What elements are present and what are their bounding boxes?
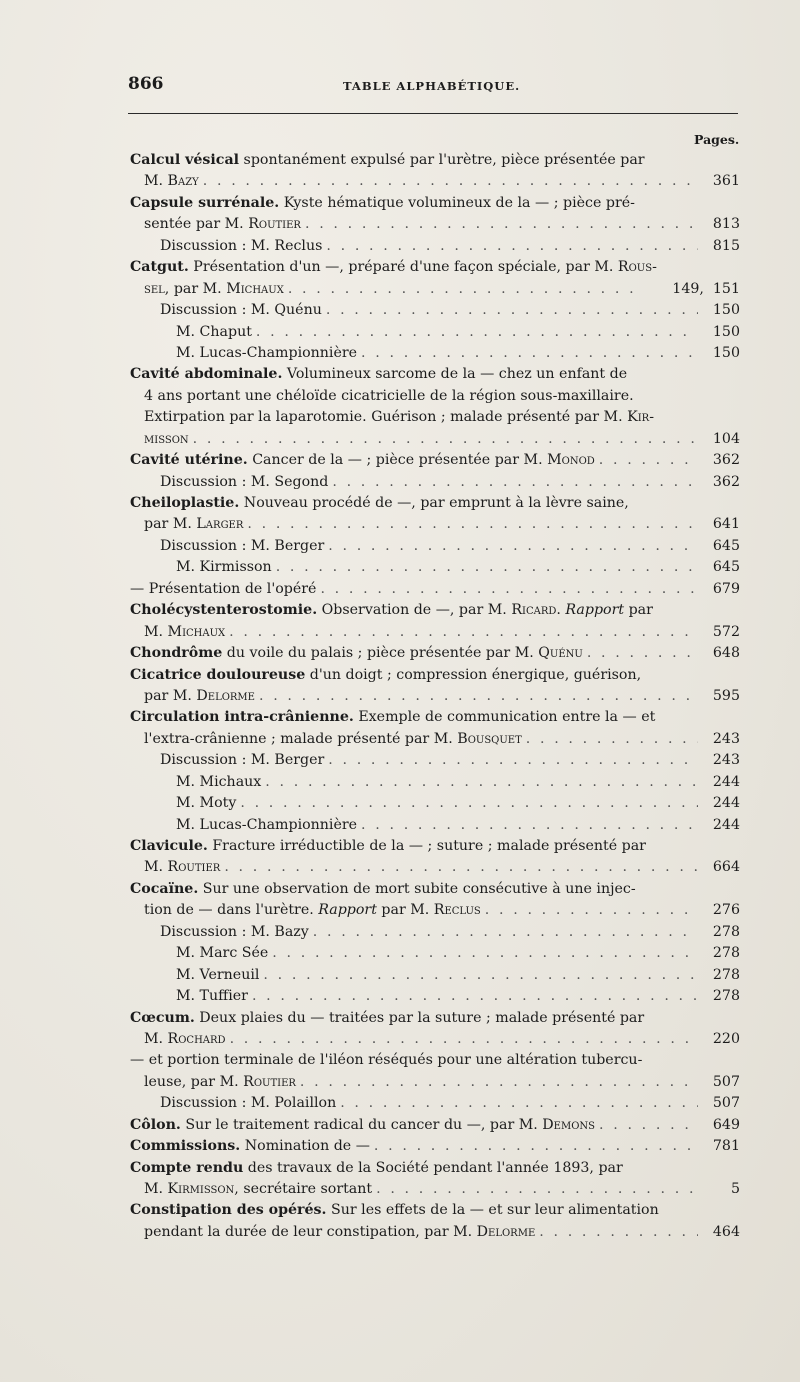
dot-leader (247, 514, 698, 535)
page-reference: 362 (712, 452, 740, 469)
index-entry-line (130, 1029, 740, 1050)
page-reference: 150 (712, 344, 740, 361)
entry-text (144, 1179, 372, 1200)
page-reference: 243 (712, 730, 740, 747)
author-name: Michaux (226, 280, 284, 297)
index-entry-line (130, 1115, 740, 1136)
index-entry-line (130, 1050, 740, 1071)
entry-heading: Côlon. (130, 1116, 181, 1133)
dot-leader (599, 1115, 698, 1136)
author-name: Quénu (538, 645, 583, 662)
index-entry-line (130, 622, 740, 643)
index-entry-line (130, 300, 740, 321)
page-reference: 278 (712, 923, 740, 940)
page-reference: 781 (712, 1138, 740, 1155)
entry-fragment: M. (144, 859, 168, 876)
page-reference: 243 (712, 752, 740, 769)
page-reference: 244 (712, 773, 740, 790)
author-name: Routier (248, 216, 301, 233)
entry-fragment: M. Lucas-Championnière (176, 344, 358, 361)
index-entry-line (130, 1158, 740, 1179)
dot-leader (259, 686, 698, 707)
page-reference: 278 (712, 988, 740, 1005)
entry-text (176, 986, 248, 1007)
entry-text (130, 1136, 370, 1157)
entry-fragment: M. Chaput (176, 323, 252, 340)
dot-leader (361, 815, 698, 836)
index-entry-line (130, 707, 740, 728)
dot-leader (229, 622, 698, 643)
entry-text (130, 579, 316, 600)
entry-fragment: d'un doigt ; compression énergique, guérison, (305, 666, 642, 683)
dot-leader (263, 965, 698, 986)
entry-fragment: par M. (144, 516, 197, 533)
entry-text (160, 300, 322, 321)
entry-text (130, 257, 657, 278)
entry-fragment: Discussion : M. Segond (160, 473, 329, 490)
dot-leader (203, 171, 698, 192)
entry-fragment: Exemple de communication entre la — et (353, 709, 656, 726)
entry-fragment: Deux plaies du — traitées par la suture ; malade présenté par (194, 1009, 645, 1026)
page-reference: 150 (712, 323, 740, 340)
page-reference: 5 (730, 1181, 740, 1197)
entry-text (160, 472, 328, 493)
entry-text (130, 1200, 659, 1221)
entry-fragment: par (624, 602, 653, 619)
entry-fragment: tion de — dans l'urètre. (144, 902, 319, 919)
entry-text (160, 750, 324, 771)
entry-fragment: Sur une observation de mort subite consécutive à une injec- (198, 880, 636, 897)
entry-heading: Cicatrice douloureuse (130, 666, 306, 683)
index-entry-line (130, 343, 740, 364)
entry-text (130, 600, 653, 621)
index-entry-line (130, 815, 740, 836)
dot-leader (376, 1179, 698, 1200)
page-reference: 645 (712, 559, 740, 576)
entry-text (144, 514, 243, 535)
entry-fragment: par M. (144, 687, 197, 704)
index-entry-line (130, 364, 740, 385)
entry-text (130, 1050, 642, 1071)
entry-text (130, 665, 641, 686)
page-reference: 815 (712, 237, 740, 254)
entry-heading: Cœcum. (130, 1009, 195, 1026)
index-entry-line (130, 772, 740, 793)
entry-fragment: par M. (376, 902, 434, 919)
index-entry-line (130, 1093, 740, 1114)
entry-fragment: Sur le traitement radical du cancer du —, par M. (180, 1116, 543, 1133)
index-entry-line (130, 986, 740, 1007)
entry-fragment: sentée par M. (144, 216, 249, 233)
entry-text (176, 772, 261, 793)
dot-leader (340, 1093, 698, 1114)
dot-leader (256, 322, 698, 343)
page-reference: 220 (712, 1030, 740, 1047)
dot-leader (326, 300, 698, 321)
entry-fragment: M. (144, 623, 168, 640)
page-reference: 572 (712, 623, 740, 640)
index-entry-line (130, 1136, 740, 1157)
page-reference: 664 (712, 859, 740, 876)
entry-text (130, 364, 627, 385)
entry-heading: Chondrôme (130, 645, 223, 662)
running-title: TABLE ALPHABÉTIQUE. (343, 79, 521, 93)
dot-leader (224, 857, 698, 878)
entry-fragment: du voile du palais ; pièce présentée par M. (222, 645, 539, 662)
index-entry-line (130, 493, 740, 514)
entry-text (176, 965, 259, 986)
author-name: Rochard (167, 1030, 226, 1047)
entry-fragment: , par M. (164, 280, 227, 297)
entry-text (144, 686, 255, 707)
entry-fragment: Kyste hématique volumineux de la — ; pièce pré- (279, 194, 635, 211)
page-header (128, 74, 738, 102)
index-entry-line (130, 1179, 740, 1200)
entry-fragment: M. Michaux (176, 773, 262, 790)
dot-leader (272, 943, 698, 964)
dot-leader (332, 472, 698, 493)
dot-leader (485, 900, 698, 921)
entry-text (144, 279, 284, 300)
entry-fragment: Discussion : M. Quénu (160, 302, 322, 319)
entry-fragment: M. Lucas-Championnière (176, 816, 358, 833)
entry-text (130, 836, 646, 857)
page-reference: 362 (712, 473, 740, 490)
entry-fragment: Cancer de la — ; pièce présentée par M. (247, 452, 548, 469)
entry-fragment: M. (144, 1030, 168, 1047)
entry-text (130, 1158, 623, 1179)
dot-leader (320, 579, 698, 600)
index-entry-line (130, 943, 740, 964)
page-reference: 648 (712, 645, 740, 662)
entry-heading: Compte rendu (130, 1159, 244, 1176)
entry-text (176, 943, 268, 964)
page-number: 866 (128, 74, 164, 94)
entry-heading: Circulation intra-crânienne. (130, 709, 354, 726)
entry-heading: Catgut. (130, 259, 189, 276)
index-entry-line (130, 236, 740, 257)
page-reference: 813 (712, 216, 740, 233)
page-reference: 645 (712, 537, 740, 554)
index-entry-line (130, 1008, 740, 1029)
author-name: Kir- (627, 409, 654, 426)
entry-heading: Cholécystenterostomie. (130, 602, 318, 619)
index-entry-line (130, 665, 740, 686)
index-entry-line (130, 1222, 740, 1243)
dot-leader (328, 536, 698, 557)
page-reference: 507 (712, 1095, 740, 1112)
entry-fragment: des travaux de la Société pendant l'année 1893, par (243, 1159, 623, 1176)
page-reference: 278 (712, 945, 740, 962)
entry-heading: Cavité utérine. (130, 452, 248, 469)
entry-fragment: M. Kirmisson (176, 559, 272, 576)
entry-text (144, 1072, 296, 1093)
index-entry-line (130, 857, 740, 878)
index-entry-line (130, 922, 740, 943)
entry-fragment: 4 ans portant une chéloïde cicatricielle de la région sous-maxillaire. (144, 387, 634, 404)
index-entry-line (130, 279, 740, 300)
index-entry-line (130, 729, 740, 750)
index-entry-line (130, 214, 740, 235)
entry-fragment: M. Marc Sée (176, 945, 269, 962)
entry-text (130, 450, 595, 471)
index-entry-line (130, 536, 740, 557)
entry-fragment: Discussion : M. Bazy (160, 923, 309, 940)
page-reference: 149, 151 (672, 280, 740, 297)
entry-fragment: Rapport (565, 602, 625, 619)
dot-leader (361, 343, 698, 364)
entry-text (130, 1008, 644, 1029)
entry-text (130, 493, 629, 514)
entry-text (130, 707, 655, 728)
index-entry-line (130, 836, 740, 857)
entry-fragment: Rapport (318, 902, 377, 919)
page-reference: 150 (712, 302, 740, 319)
entry-text (160, 1093, 336, 1114)
entry-fragment: Discussion : M. Berger (160, 537, 325, 554)
entry-text (160, 236, 322, 257)
page-reference: 641 (712, 516, 740, 533)
index-entry-line (130, 450, 740, 471)
entry-fragment: Sur les effets de la — et sur leur alimentation (326, 1202, 659, 1219)
entry-text (144, 214, 301, 235)
entry-fragment: Nouveau procédé de —, par emprunt à la lèvre saine, (239, 495, 629, 511)
entry-fragment: Observation de —, par M. (317, 602, 512, 619)
author-name: Kirmisson (167, 1181, 235, 1197)
dot-leader (230, 1029, 698, 1050)
index-entry-line (130, 322, 740, 343)
dot-leader (326, 236, 698, 257)
entry-text (130, 150, 645, 171)
author-name: Michaux (167, 623, 226, 640)
dot-leader (193, 429, 698, 450)
entry-heading: Cavité abdominale. (130, 366, 283, 383)
entry-fragment: — et portion terminale de l'iléon réséqués pour une altération tubercu- (130, 1052, 643, 1069)
entry-fragment: , secrétaire sortant (234, 1181, 373, 1197)
page-reference: 679 (712, 580, 740, 597)
dot-leader (587, 643, 698, 664)
page-reference: 595 (712, 687, 740, 704)
author-name: Routier (167, 859, 221, 876)
entry-text (144, 729, 522, 750)
author-name: Monod (547, 452, 595, 469)
entry-text (144, 1029, 226, 1050)
entry-text (176, 815, 357, 836)
dot-leader (240, 793, 698, 814)
entry-heading: Cocaïne. (130, 880, 199, 897)
entry-text (176, 793, 236, 814)
index-entry-line (130, 386, 740, 407)
index-entry-line (130, 514, 740, 535)
index-entry-line (130, 407, 740, 428)
entry-fragment: — Présentation de l'opéré (130, 580, 317, 597)
page-reference: 464 (712, 1223, 740, 1240)
entry-text (176, 322, 252, 343)
index-entry-line (130, 1072, 740, 1093)
entry-heading: Constipation des opérés. (130, 1202, 327, 1219)
index-entry-line (130, 579, 740, 600)
index-entry-line (130, 1200, 740, 1221)
entry-text (160, 536, 324, 557)
entry-fragment: leuse, par M. (144, 1073, 244, 1090)
entry-text (130, 879, 636, 900)
author-name: Delorme (196, 687, 255, 704)
page-reference: 104 (712, 430, 740, 447)
entry-fragment: Fracture irréductible de la — ; suture ; malade présenté par (207, 838, 646, 854)
header-rule (128, 113, 738, 114)
index-entry-line (130, 472, 740, 493)
entry-text (144, 429, 189, 450)
author-name: Larger (196, 516, 244, 533)
entry-text (144, 857, 220, 878)
entry-text (144, 386, 634, 407)
dot-leader (526, 729, 698, 750)
author-name: Routier (243, 1073, 296, 1090)
author-name: Rous- (617, 259, 657, 276)
author-name: Bazy (167, 173, 199, 190)
dot-leader (265, 772, 698, 793)
entry-text (144, 900, 481, 921)
index-entry-line (130, 965, 740, 986)
index-entry-line (130, 429, 740, 450)
author-name: Ricard (511, 602, 557, 619)
entry-fragment: M. (144, 173, 168, 190)
entry-heading: Calcul vésical (130, 152, 240, 168)
index-entry-line (130, 793, 740, 814)
entry-fragment: Discussion : M. Reclus (160, 237, 323, 254)
entry-fragment: Présentation d'un —, préparé d'une façon spéciale, par M. (188, 259, 618, 276)
entry-text (130, 193, 635, 214)
entry-fragment: M. (144, 1181, 168, 1197)
author-name: Reclus (433, 902, 481, 919)
dot-leader (328, 750, 698, 771)
entry-text (144, 622, 225, 643)
index-entry-line (130, 150, 740, 171)
entry-text (130, 643, 583, 664)
entry-heading: Cheiloplastie. (130, 495, 240, 511)
dot-leader (300, 1072, 698, 1093)
entry-fragment: M. Tuffier (176, 988, 248, 1005)
index-entry-line (130, 900, 740, 921)
page-reference: 649 (712, 1116, 740, 1133)
entry-text (130, 1115, 595, 1136)
entry-fragment: Discussion : M. Polaillon (160, 1095, 337, 1112)
page-reference: 276 (712, 902, 740, 919)
dot-leader (374, 1136, 698, 1157)
entry-fragment: . (556, 602, 566, 619)
entry-fragment: spontanément expulsé par l'urètre, pièce présentée par (239, 152, 645, 168)
entry-fragment: Extirpation par la laparotomie. Guérison ; malade présenté par M. (144, 409, 628, 426)
dot-leader (313, 922, 698, 943)
index-entry-line (130, 557, 740, 578)
entry-text (176, 343, 357, 364)
entry-fragment: l'extra-crânienne ; malade présenté par M. (144, 730, 458, 747)
dot-leader (305, 214, 698, 235)
entry-text (160, 922, 309, 943)
entry-heading: Capsule surrénale. (130, 194, 280, 211)
page-reference: 278 (712, 966, 740, 983)
entry-fragment: M. Moty (176, 795, 237, 812)
entry-fragment: Nomination de — (240, 1138, 370, 1155)
entry-text (144, 1222, 535, 1243)
author-name: Delorme (476, 1223, 536, 1240)
dot-leader (539, 1222, 698, 1243)
dot-leader (276, 557, 698, 578)
entry-fragment: pendant la durée de leur constipation, par M. (144, 1223, 477, 1240)
entry-heading: Clavicule. (130, 838, 208, 854)
dot-leader (599, 450, 698, 471)
index-entry-line (130, 643, 740, 664)
index-entry-line (130, 257, 740, 278)
author-name: misson (144, 430, 189, 447)
index-entry-line (130, 686, 740, 707)
entry-text (176, 557, 272, 578)
page-reference: 507 (712, 1073, 740, 1090)
entry-heading: Commissions. (130, 1138, 241, 1155)
entry-text (144, 407, 654, 428)
entry-fragment: Volumineux sarcome de la — chez un enfant de (282, 366, 628, 383)
index-entries (130, 150, 740, 1243)
index-entry-line (130, 171, 740, 192)
index-entry-line (130, 193, 740, 214)
author-name: Bousquet (457, 730, 522, 747)
dot-leader (288, 279, 644, 300)
pages-column-label: Pages. (694, 132, 740, 147)
index-entry-line (130, 879, 740, 900)
entry-fragment: Discussion : M. Berger (160, 752, 325, 769)
author-name: sel (144, 280, 165, 297)
entry-fragment: M. Verneuil (176, 966, 260, 983)
index-entry-line (130, 750, 740, 771)
page-reference: 244 (712, 795, 740, 812)
entry-text (144, 171, 199, 192)
page-reference: 361 (712, 173, 740, 190)
index-entry-line (130, 600, 740, 621)
author-name: Demons (542, 1116, 596, 1133)
page-reference: 244 (712, 816, 740, 833)
dot-leader (252, 986, 698, 1007)
